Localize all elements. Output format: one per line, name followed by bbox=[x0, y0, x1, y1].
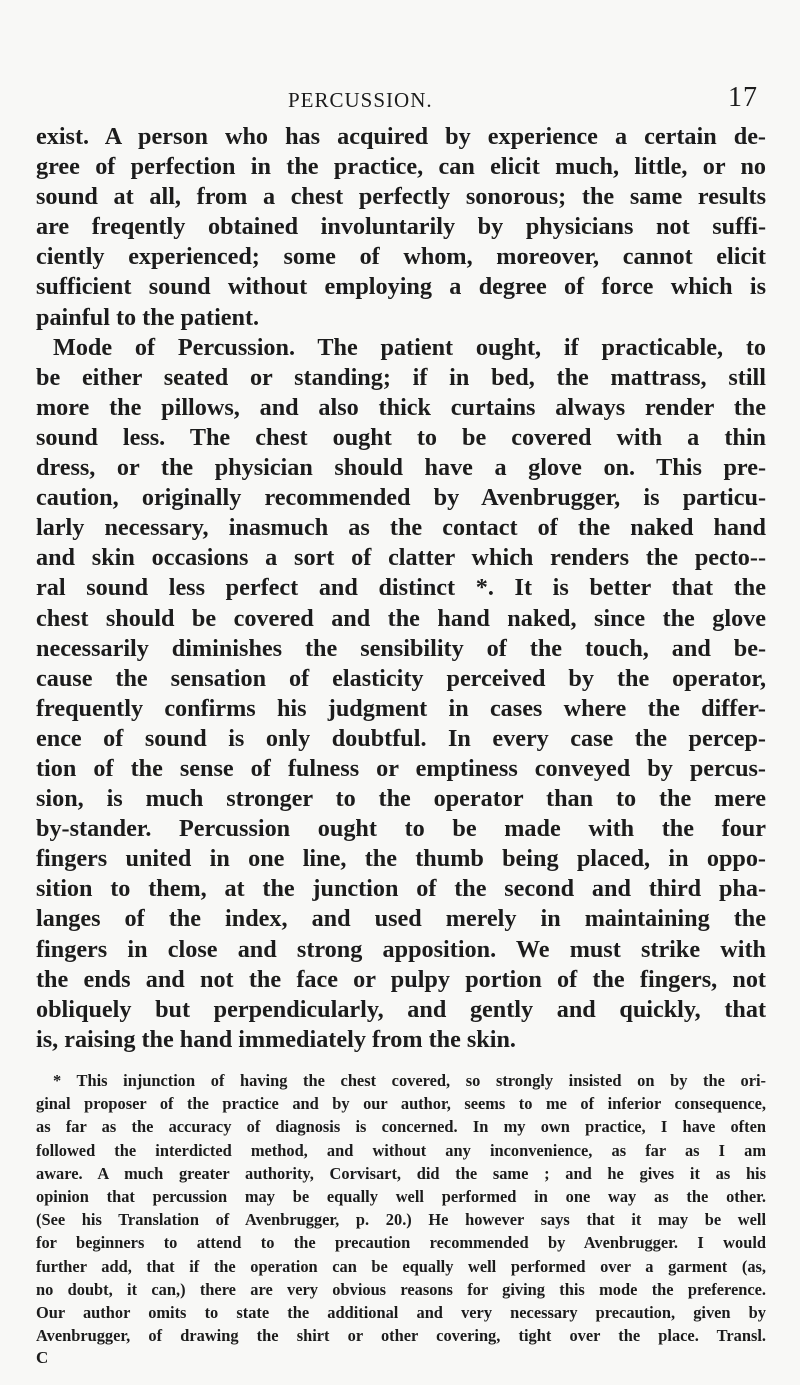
book-page bbox=[36, 82, 766, 1369]
footnote-line: no doubt, it can,) there are very obvious reasons for giving this mode the preference. bbox=[36, 1279, 766, 1299]
body-line: by-stander. Percussion ought to be made with the four bbox=[36, 815, 766, 843]
footnote-line: * This injunction of having the chest covered, so strongly insisted on by the ori- bbox=[53, 1070, 766, 1090]
body-line: ral sound less perfect and distinct *. It is better that the bbox=[36, 574, 766, 602]
footnote-line: aware. A much greater authority, Corvisart, did the same ; and he gives it as his bbox=[36, 1163, 766, 1183]
body-line: larly necessary, inasmuch as the contact of the naked hand bbox=[36, 514, 766, 542]
page-number: 17 bbox=[728, 82, 758, 113]
body-line: sion, is much stronger to the operator than to the mere bbox=[36, 785, 766, 813]
running-title: PERCUSSION. bbox=[288, 88, 433, 112]
body-line: exist. A person who has acquired by experience a certain de- bbox=[36, 123, 766, 150]
body-line: tion of the sense of fulness or emptiness conveyed by percus- bbox=[36, 754, 766, 782]
footnote-line: ginal proposer of the practice and by our author, seems to me of inferior consequence, bbox=[36, 1094, 766, 1114]
body-line: be either seated or standing; if in bed, the mattrass, still bbox=[36, 363, 766, 391]
body-line: necessarily diminishes the sensibility of the touch, and be- bbox=[36, 634, 766, 662]
running-head bbox=[36, 82, 766, 122]
body-line: the ends and not the face or pulpy portion of the fingers, not bbox=[36, 965, 766, 993]
footnote-line: followed the interdicted method, and without any inconvenience, as far as I am bbox=[36, 1140, 766, 1160]
body-line: dress, or the physician should have a glove on. This pre- bbox=[36, 454, 766, 482]
body-line: sound less. The chest ought to be covered with a thin bbox=[36, 423, 766, 451]
footnote-line: Our author omits to state the additional and very necessary precaution, given by bbox=[36, 1302, 766, 1322]
body-line: ence of sound is only doubtful. In every case the percep- bbox=[36, 724, 766, 752]
footnote-line: Avenbrugger, of drawing the shirt or other covering, tight over the place. Transl. bbox=[36, 1326, 766, 1346]
body-line: frequently confirms his judgment in cases where the differ- bbox=[36, 694, 766, 722]
body-line: sufficient sound without employing a degree of force which is bbox=[36, 273, 766, 301]
body-line: chest should be covered and the hand naked, since the glove bbox=[36, 604, 766, 632]
footnote-line: opinion that percussion may be equally well performed in one way as the other. bbox=[36, 1186, 766, 1206]
body-line: is, raising the hand immediately from the skin. bbox=[36, 1025, 516, 1053]
section-heading-line: Mode of Percussion. The patient ought, if practicable, to bbox=[53, 333, 766, 361]
body-line: sound at all, from a chest perfectly sonorous; the same results bbox=[36, 183, 766, 211]
body-text bbox=[36, 122, 766, 1055]
body-line: gree of perfection in the practice, can elicit much, little, or no bbox=[36, 153, 766, 181]
body-line: cause the sensation of elasticity perceived by the operator, bbox=[36, 664, 766, 692]
footnote-line: as far as the accuracy of diagnosis is concerned. In my own practice, I have often bbox=[36, 1117, 766, 1137]
body-line: sition to them, at the junction of the second and third pha- bbox=[36, 875, 766, 903]
body-line: ciently experienced; some of whom, moreover, cannot elicit bbox=[36, 243, 766, 271]
body-line: obliquely but perpendicularly, and gently and quickly, that bbox=[36, 995, 766, 1023]
footnote-line: for beginners to attend to the precaution recommended by Avenbrugger. I would bbox=[36, 1233, 766, 1253]
signature-mark: C bbox=[36, 1348, 49, 1368]
body-line: are freqently obtained involuntarily by physicians not suffi- bbox=[36, 213, 766, 241]
body-line: caution, originally recommended by Avenbrugger, is particu- bbox=[36, 484, 766, 512]
body-line: fingers united in one line, the thumb being placed, in oppo- bbox=[36, 845, 766, 873]
body-line: langes of the index, and used merely in maintaining the bbox=[36, 905, 766, 933]
body-line: painful to the patient. bbox=[36, 303, 260, 331]
footnote-line: further add, that if the operation can be equally well performed over a garment (as, bbox=[36, 1256, 766, 1276]
body-line: more the pillows, and also thick curtains always render the bbox=[36, 393, 766, 421]
footnote-line: (See his Translation of Avenbrugger, p. 20.) He however says that it may be well bbox=[36, 1210, 766, 1230]
footnote bbox=[36, 1069, 766, 1369]
body-line: and skin occasions a sort of clatter which renders the pecto-- bbox=[36, 544, 766, 572]
body-line: fingers in close and strong apposition. We must strike with bbox=[36, 935, 766, 963]
